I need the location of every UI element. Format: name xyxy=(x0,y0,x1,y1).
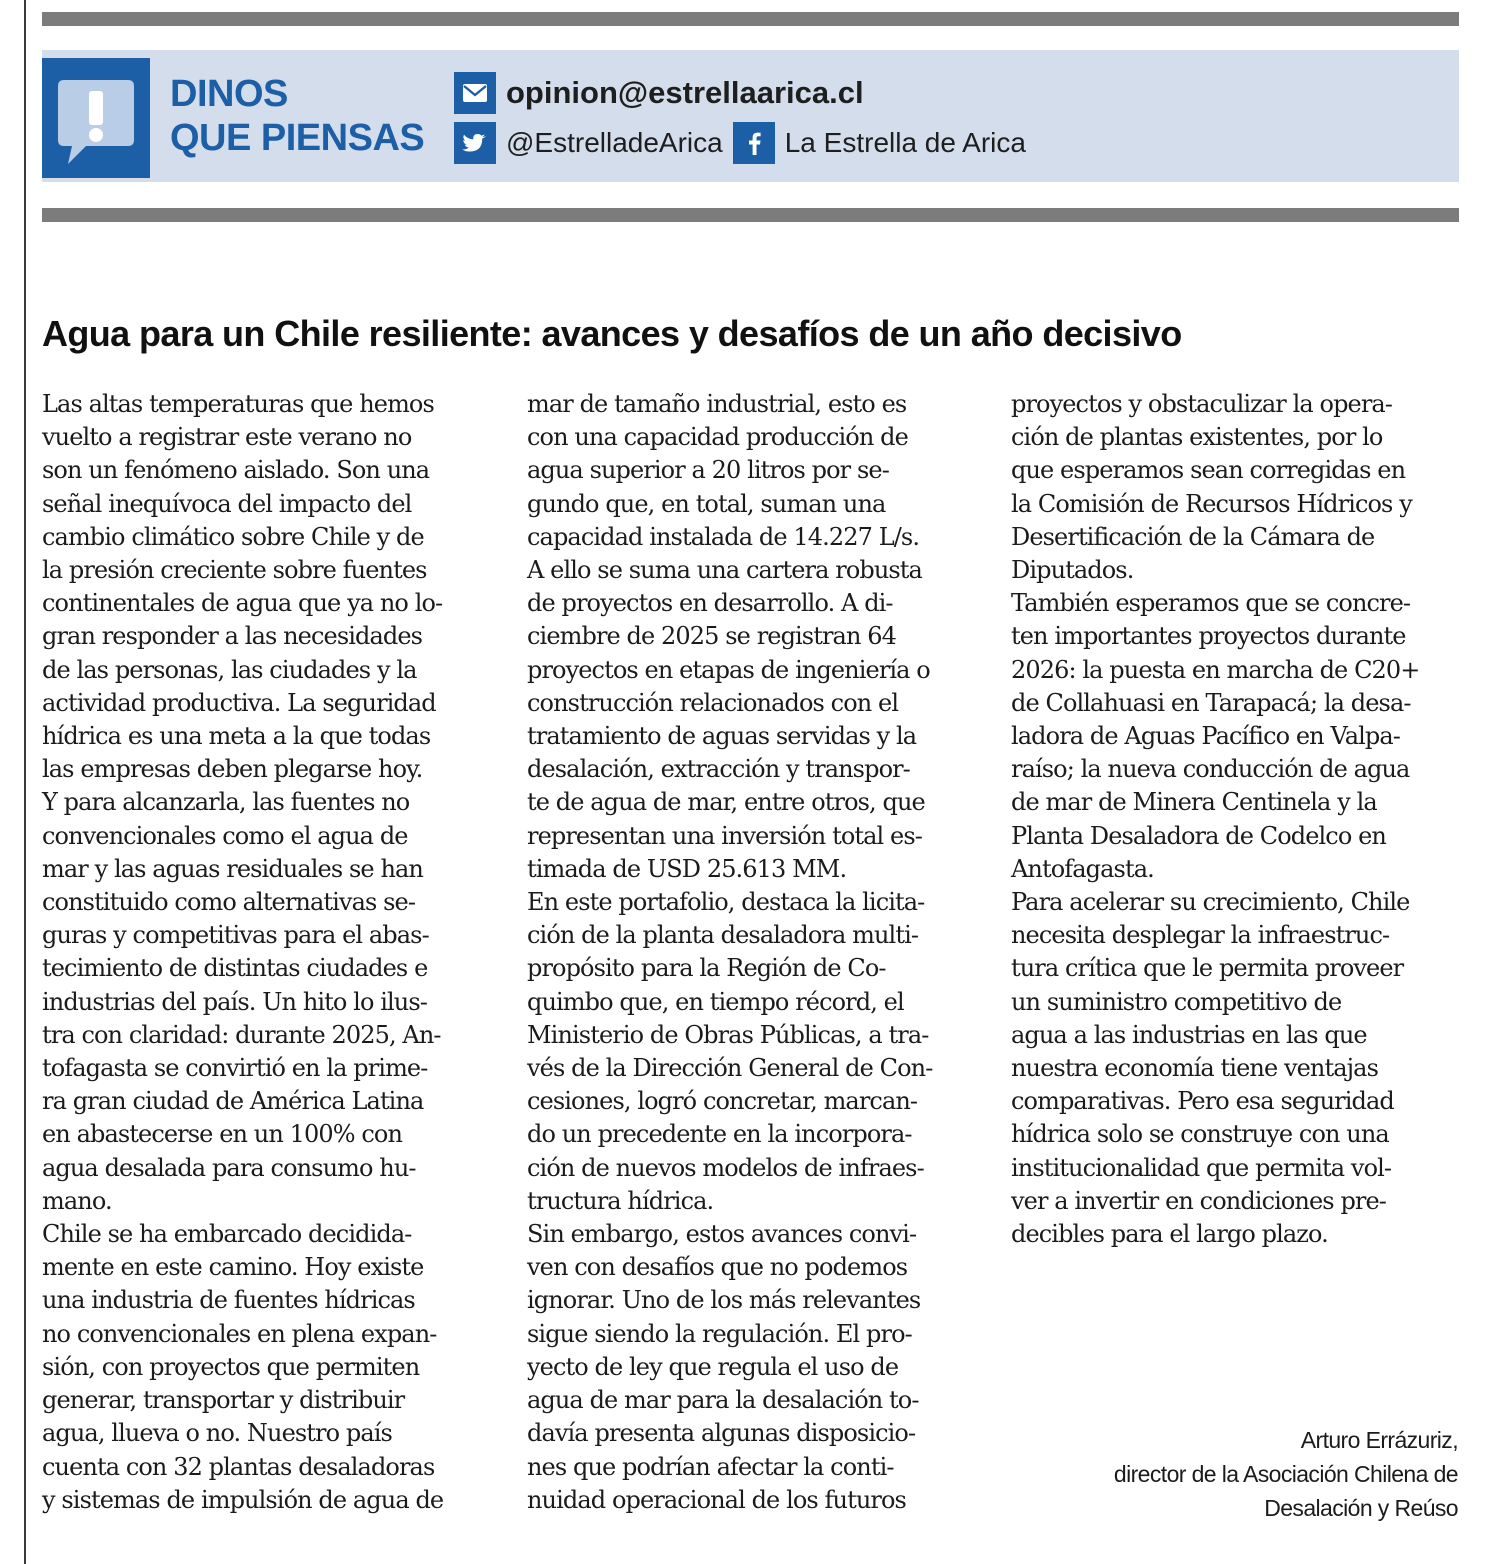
paragraph: mar de tamaño industrial, esto es con una capacidad producción de agua superior a 20 litros por se- gundo que, en total, suman una capacidad instalada de 14.227 L/s. A ello se suma una cartera robusta de proyectos en desarrollo. A di- ciembre de 2025 se registran 64 proyectos en etapas de ingeniería o construcción relacionados con el tratamiento de aguas servidas y la desalación, extracción y transpor- te de agua de mar, entre otros, que representan una inversión total es- timada de USD 25.613 MM. xyxy=(527,390,930,883)
section-title xyxy=(170,72,424,160)
social-contacts xyxy=(454,122,1036,164)
paragraph: Las altas temperaturas que hemos vuelto a registrar este verano no son un fenómeno aislado. Son una señal inequívoca del impacto del cambio climático sobre Chile y de la presión creciente sobre fuentes continentales de agua que ya no lo- gran responder a las necesidades de las personas, las ciudades y la actividad productiva. La seguridad hídrica es una meta a la que todas las empresas deben plegarse hoy. Y para alcanzarla, las fuentes no convencionales como el agua de mar y las aguas residuales se han constituido como alternativas se- guras y competitivas para el abas- tecimiento de distintas ciudades e industrias del país. Un hito lo ilus- tra con claridad: durante 2025, An- tofagasta se convirtió en la prime- ra gran ciudad de América Latina en abastecerse en un 100% con agua desalada para consumo hu- mano. xyxy=(42,390,443,1215)
author-role-line1: director de la Asociación Chilena de xyxy=(1113,1461,1458,1487)
author-signature xyxy=(1114,1423,1458,1525)
paragraph: Para acelerar su crecimiento, Chile necesita desplegar la infraestruc- tura crítica que le permita proveer un suministro competitivo de agua a las industrias en las que nuestra economía tiene ventajas comparativas. Pero esa seguridad hídrica solo se construye con una institucionalidad que permita vol- ver a invertir en condiciones pre- decibles para el largo plazo. xyxy=(1011,888,1410,1249)
email-contact xyxy=(454,72,864,114)
email-link[interactable]: opinion@estrellaarica.cl xyxy=(506,75,864,110)
article-column-1 xyxy=(42,388,494,1517)
twitter-handle[interactable]: @EstrelladeArica xyxy=(506,127,723,158)
opinion-header xyxy=(42,50,1459,182)
bottom-rule xyxy=(42,208,1459,222)
paragraph: Sin embargo, estos avances convi- ven con desafíos que no podemos ignorar. Uno de los más relevantes sigue siendo la regulación. El pro- yecto de ley que regula el uso de agua de mar para la desalación to- davía presenta algunas disposicio- nes que podrían afectar la conti- nuidad operacional de los futuros xyxy=(527,1220,921,1514)
author-name: Arturo Errázuriz, xyxy=(1300,1427,1458,1453)
section-logo xyxy=(42,58,150,178)
twitter-bird-icon xyxy=(454,122,496,164)
page-edge-line xyxy=(24,0,26,1564)
top-rule xyxy=(42,12,1459,26)
paragraph: En este portafolio, destaca la licita- ción de la planta desaladora multi- propósito para la Región de Co- quimbo que, en tiempo récord, el Ministerio de Obras Públicas, a tra- vés de la Dirección General de Con- cesiones, logró concretar, marcan- do un precedente en la incorpora- ción de nuevos modelos de infraes- tructura hídrica. xyxy=(527,888,933,1215)
article-column-3 xyxy=(1011,388,1463,1251)
paragraph: También esperamos que se concre- ten importantes proyectos durante 2026: la puesta en marcha de C20+ de Collahuasi en Tarapacá; la desa- ladora de Aguas Pacífico en Valpa- raíso; la nueva conducción de agua de mar de Minera Centinela y la Planta Desaladora de Codelco en Antofagasta. xyxy=(1011,589,1420,883)
envelope-icon xyxy=(454,72,496,114)
exclamation-speech-bubble-icon xyxy=(42,58,150,178)
paragraph: Chile se ha embarcado decidida- mente en este camino. Hoy existe una industria de fuentes hídricas no convencionales en plena expan- sión, con proyectos que permiten generar, transportar y distribuir agua, llueva o no. Nuestro país cuenta con 32 plantas desaladoras y sistemas de impulsión de agua de xyxy=(42,1220,444,1514)
facebook-f-icon xyxy=(733,122,775,164)
author-role-line2: Desalación y Reúso xyxy=(1264,1495,1458,1521)
facebook-page[interactable]: La Estrella de Arica xyxy=(784,127,1026,158)
paragraph: proyectos y obstaculizar la opera- ción de plantas existentes, por lo que esperamos sean corregidas en la Comisión de Recursos Hídricos y Desertificación de la Cámara de Diputados. xyxy=(1011,390,1412,585)
section-title-line2: QUE PIENSAS xyxy=(170,117,425,159)
article-headline: Agua para un Chile resiliente: avances y desafíos de un año decisivo xyxy=(42,313,1182,354)
section-title-line1: DINOS xyxy=(170,73,288,115)
article-column-2 xyxy=(527,388,979,1517)
